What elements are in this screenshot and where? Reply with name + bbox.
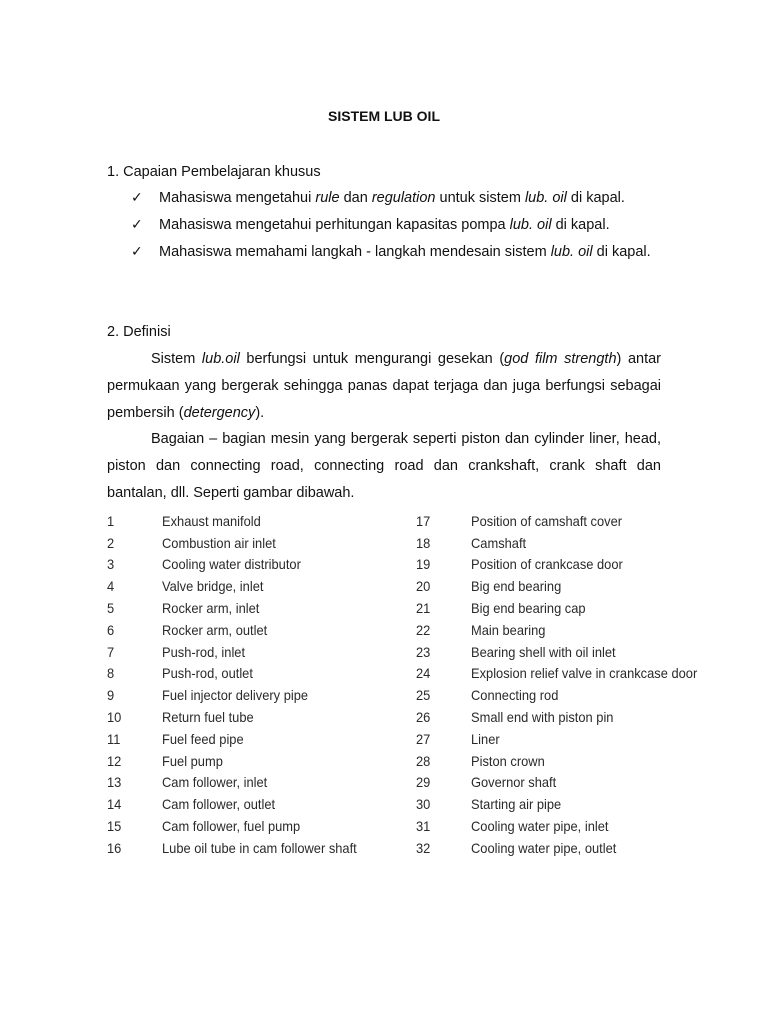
objectives-list: [107, 185, 663, 266]
part-name: Rocker arm, outlet: [162, 621, 268, 638]
part-number: 30: [416, 796, 431, 813]
part-number: 19: [416, 556, 431, 573]
part-name: Cam follower, inlet: [162, 774, 268, 791]
table-row: [107, 663, 717, 685]
part-number: 18: [416, 534, 431, 551]
part-number: 23: [416, 643, 431, 660]
part-number: 21: [416, 600, 431, 617]
text-run: di kapal.: [592, 244, 651, 260]
text-run: Sistem: [151, 351, 202, 367]
part-number: 6: [107, 621, 115, 638]
text-run: ).: [255, 405, 265, 421]
table-row: [107, 597, 717, 619]
part-number: 26: [416, 709, 431, 726]
italic-term: lub. oil: [550, 244, 593, 260]
part-number: 20: [416, 578, 431, 595]
table-row: [107, 815, 717, 837]
page-title: SISTEM LUB OIL: [328, 108, 440, 124]
check-icon: ✓: [131, 217, 143, 233]
text-run: ) antar permukaan yang bergerak sehingga panas dapat terjaga dan juga berfungsi sebagai pembersih (: [107, 351, 661, 421]
part-number: 8: [107, 665, 115, 682]
part-number: 31: [416, 818, 431, 835]
part-name: Fuel pump: [162, 752, 223, 769]
part-name: Fuel injector delivery pipe: [162, 687, 309, 704]
part-name: Liner: [471, 730, 500, 747]
objective-item: [107, 185, 663, 212]
part-number: 14: [107, 796, 122, 813]
text-run: untuk sistem: [435, 190, 525, 206]
objective-item: [107, 239, 663, 266]
table-row: [107, 837, 717, 859]
check-icon: ✓: [131, 244, 143, 260]
part-number: 7: [107, 643, 115, 660]
part-number: 25: [416, 687, 431, 704]
part-number: 10: [107, 709, 122, 726]
part-name: Cooling water pipe, inlet: [471, 818, 609, 835]
part-name: Push-rod, outlet: [162, 665, 253, 682]
italic-term: god film strength: [504, 351, 617, 367]
table-row: [107, 750, 717, 772]
text-run: Mahasiswa mengetahui perhitungan kapasitas pompa: [159, 217, 510, 233]
part-name: Big end bearing cap: [471, 600, 586, 617]
table-row: [107, 532, 717, 554]
text-run: Bagaian – bagian mesin yang bergerak seperti piston dan cylinder liner, head, piston dan connecting road, connecting road dan crankshaft, crank shaft dan bantalan, dll. Seperti gambar dibawah.: [107, 431, 661, 501]
table-row: [107, 706, 717, 728]
part-name: Small end with piston pin: [471, 709, 614, 726]
engine-parts-table: [107, 510, 717, 859]
part-name: Cam follower, fuel pump: [162, 818, 301, 835]
part-name: Return fuel tube: [162, 709, 254, 726]
italic-term: lub. oil: [524, 190, 567, 206]
part-number: 11: [107, 730, 121, 747]
definition-paragraph-2: [107, 426, 661, 507]
text-run: di kapal.: [551, 217, 610, 233]
part-number: 4: [107, 578, 115, 595]
definition-paragraph-1: [107, 346, 661, 427]
part-name: Connecting rod: [471, 687, 559, 704]
part-name: Cooling water pipe, outlet: [471, 839, 617, 856]
table-row: [107, 641, 717, 663]
part-name: Big end bearing: [471, 578, 562, 595]
italic-term: regulation: [371, 190, 436, 206]
italic-term: lub.oil: [201, 351, 240, 367]
table-row: [107, 772, 717, 794]
part-number: 13: [107, 774, 122, 791]
italic-term: lub. oil: [509, 217, 552, 233]
part-number: 5: [107, 600, 115, 617]
part-name: Rocker arm, inlet: [162, 600, 260, 617]
part-number: 24: [416, 665, 431, 682]
part-number: 2: [107, 534, 115, 551]
part-number: 9: [107, 687, 115, 704]
text-run: berfungsi untuk mengurangi gesekan (: [239, 351, 505, 367]
part-name: Main bearing: [471, 621, 546, 638]
section-heading-definition: 2. Definisi: [107, 324, 171, 340]
table-row: [107, 554, 717, 576]
part-name: Exhaust manifold: [162, 512, 261, 529]
part-number: 32: [416, 839, 431, 856]
part-name: Position of crankcase door: [471, 556, 623, 573]
part-name: Piston crown: [471, 752, 545, 769]
part-name: Starting air pipe: [471, 796, 562, 813]
text-run: dan: [339, 190, 372, 206]
part-name: Camshaft: [471, 534, 527, 551]
part-name: Cam follower, outlet: [162, 796, 276, 813]
part-name: Explosion relief valve in crankcase door: [471, 665, 698, 682]
part-number: 1: [107, 512, 115, 529]
part-name: Lube oil tube in cam follower shaft: [162, 839, 357, 856]
part-name: Governor shaft: [471, 774, 557, 791]
italic-term: detergency: [183, 405, 256, 421]
objective-item: [107, 212, 663, 239]
table-row: [107, 575, 717, 597]
italic-term: rule: [315, 190, 340, 206]
part-name: Fuel feed pipe: [162, 730, 244, 747]
section-heading-objectives: 1. Capaian Pembelajaran khusus: [107, 164, 321, 180]
part-number: 27: [416, 730, 431, 747]
part-number: 28: [416, 752, 431, 769]
part-name: Cooling water distributor: [162, 556, 301, 573]
text-run: Mahasiswa mengetahui: [159, 190, 316, 206]
table-row: [107, 728, 717, 750]
part-name: Position of camshaft cover: [471, 512, 623, 529]
text-run: Mahasiswa memahami langkah - langkah mendesain sistem: [159, 244, 551, 260]
table-row: [107, 619, 717, 641]
part-number: 22: [416, 621, 431, 638]
table-row: [107, 510, 717, 532]
part-name: Combustion air inlet: [162, 534, 276, 551]
part-number: 12: [107, 752, 122, 769]
table-row: [107, 684, 717, 706]
check-icon: ✓: [131, 190, 143, 206]
part-name: Valve bridge, inlet: [162, 578, 264, 595]
part-number: 16: [107, 839, 122, 856]
part-number: 3: [107, 556, 115, 573]
part-number: 29: [416, 774, 431, 791]
text-run: di kapal.: [566, 190, 625, 206]
part-name: Bearing shell with oil inlet: [471, 643, 616, 660]
part-number: 17: [416, 512, 431, 529]
table-row: [107, 793, 717, 815]
part-name: Push-rod, inlet: [162, 643, 246, 660]
part-number: 15: [107, 818, 122, 835]
